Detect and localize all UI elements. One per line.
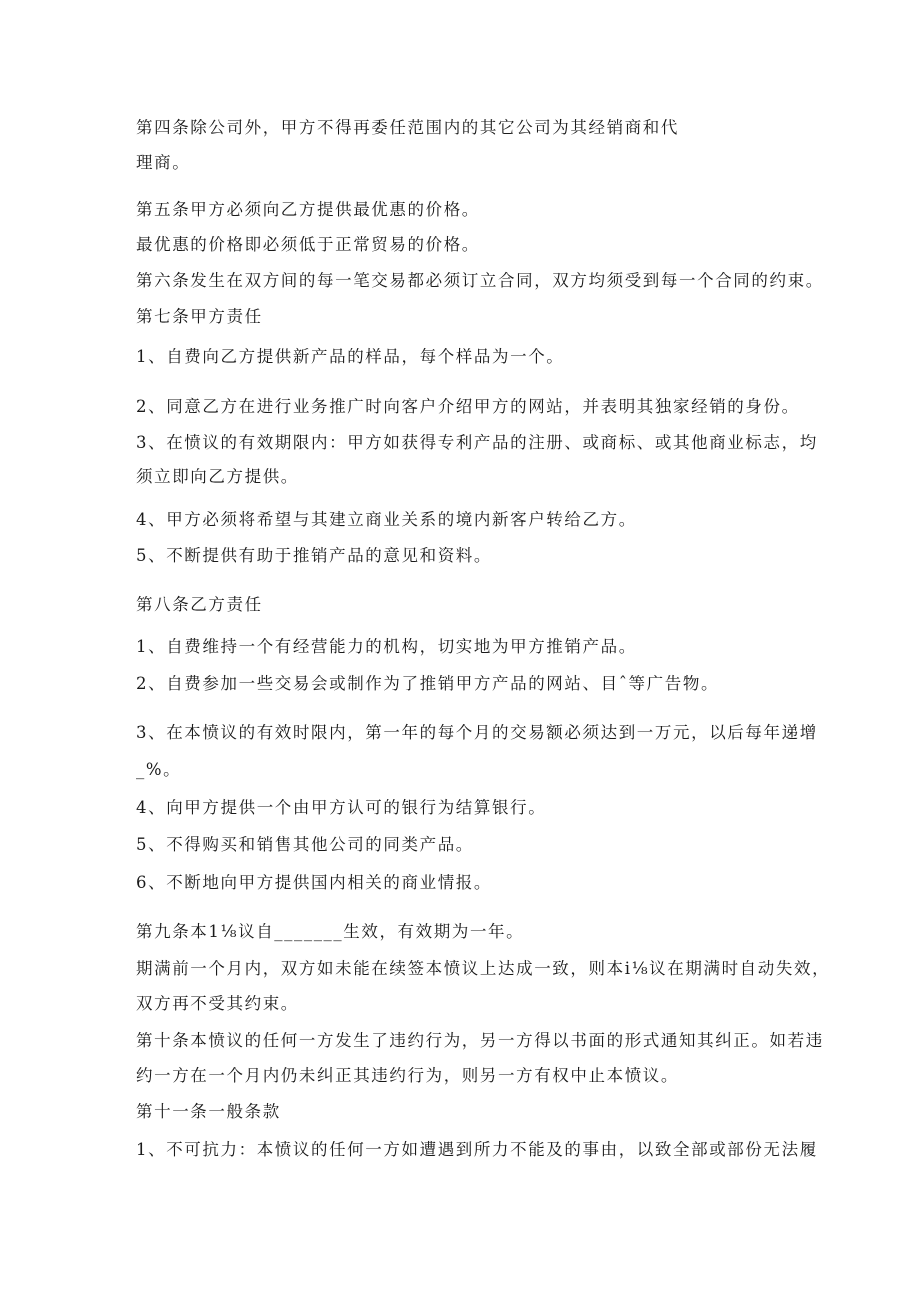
text-line: _%。 xyxy=(136,760,182,779)
text-line: 4、向甲方提供一个由甲方认可的银行为结算银行。 xyxy=(136,798,547,817)
text-line: 约一方在一个月内仍未纠正其违约行为，则另一方有权中止本愤议。 xyxy=(136,1066,679,1085)
section-heading: 第八条乙方责任 xyxy=(136,595,263,614)
text-line: 2、同意乙方在进行业务推广时向客户介绍甲方的网站，并表明其独家经销的身份。 xyxy=(136,397,800,416)
text-line: 1、不可抗力：本愤议的任何一方如遭遇到所力不能及的事由，以致全部或部份无法履 xyxy=(136,1140,818,1159)
text-line: 第六条发生在双方间的每一笔交易都必须订立合同，双方均须受到每一个合同的约束。 xyxy=(136,271,824,290)
text-line: 第四条除公司外，甲方不得再委任范围内的其它公司为其经销商和代 xyxy=(136,118,679,137)
text-line: 3、在本愤议的有效时限内，第一年的每个月的交易额必须达到一万元，以后每年递增 xyxy=(136,723,818,742)
text-line: 期满前一个月内，双方如未能在续签本愤议上达成一致，则本i⅛议在期满时自动失效， xyxy=(136,959,831,978)
text-line: 3、在愤议的有效期限内：甲方如获得专利产品的注册、或商标、或其他商业标志，均 xyxy=(136,433,818,452)
text-line: 5、不得购买和销售其他公司的同类产品。 xyxy=(136,835,474,854)
text-line: 5、不断提供有助于推销产品的意见和资料。 xyxy=(136,546,492,565)
text-line: 第十条本愤议的任何一方发生了违约行为，另一方得以书面的形式通知其纠正。如若违 xyxy=(136,1031,824,1050)
text-line: 第五条甲方必须向乙方提供最优惠的价格。 xyxy=(136,200,480,219)
section-heading: 第七条甲方责任 xyxy=(136,307,263,326)
text-line: 最优惠的价格即必须低于正常贸易的价格。 xyxy=(136,235,480,254)
section-heading: 第十一条一般条款 xyxy=(136,1102,281,1121)
text-line: 双方再不受其约束。 xyxy=(136,994,299,1013)
text-line: 第九条本1⅛议自_______生效，有效期为一年。 xyxy=(136,922,525,941)
text-line: 6、不断地向甲方提供国内相关的商业情报。 xyxy=(136,873,492,892)
text-line: 4、甲方必须将希望与其建立商业关系的境内新客户转给乙方。 xyxy=(136,510,637,529)
text-line: 1、自费向乙方提供新产品的样品，每个样品为一个。 xyxy=(136,347,565,366)
text-line: 理商。 xyxy=(136,153,191,172)
text-line: 1、自费维持一个有经营能力的机构，切实地为甲方推销产品。 xyxy=(136,637,637,656)
text-line: 须立即向乙方提供。 xyxy=(136,467,299,486)
text-line: 2、自费参加一些交易会或制作为了推销甲方产品的网站、目ˆ等广告物。 xyxy=(136,674,720,693)
